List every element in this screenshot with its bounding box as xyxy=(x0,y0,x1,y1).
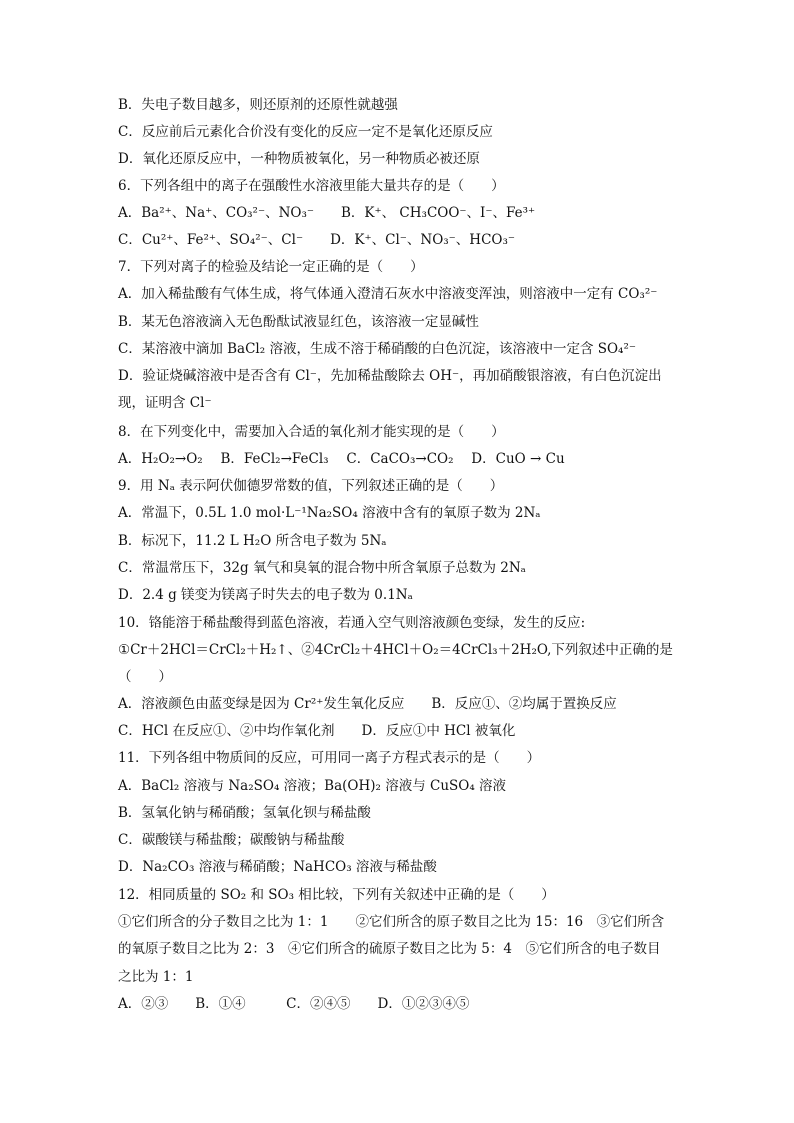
text-line-33: 之比为 1：1 xyxy=(118,969,194,985)
text-line-8: A．加入稀盐酸有气体生成，将气体通入澄清石灰水中溶液变浑浊，则溶液中一定有 CO₃²⁻ xyxy=(118,286,658,302)
text-line-6: C．Cu²⁺、Fe²⁺、SO₄²⁻、Cl⁻ D．K⁺、Cl⁻、NO₃⁻、HCO₃⁻ xyxy=(118,232,516,248)
question-9-stem: 9．用 Nₐ 表示阿伏伽德罗常数的值，下列叙述正确的是（ ） xyxy=(118,478,504,494)
text-line-23: A．溶液颜色由蓝变绿是因为 Cr²⁺发生氧化反应 B．反应①、②均属于置换反应 xyxy=(118,696,617,712)
text-line-19: D．2.4 g 镁变为镁离子时失去的电子数为 0.1Nₐ xyxy=(118,587,413,603)
text-line-16: A．常温下，0.5L 1.0 mol·L⁻¹Na₂SO₄ 溶液中含有的氧原子数为 2Nₐ xyxy=(118,505,541,521)
text-line-12: 现，证明含 Cl⁻ xyxy=(118,395,212,411)
question-7-stem: 7．下列对离子的检验及结论一定正确的是（ ） xyxy=(118,259,424,275)
text-line-3: D．氧化还原反应中，一种物质被氧化，另一种物质必被还原 xyxy=(118,151,480,167)
question-8-stem: 8．在下列变化中，需要加入合适的氧化剂才能实现的是（ ） xyxy=(118,424,505,440)
text-line-34: A．②③ B．①④ C．②④⑤ D．①②③④⑤ xyxy=(118,996,470,1012)
question-10-stem: 10．铬能溶于稀盐酸得到蓝色溶液，若通入空气则溶液颜色变绿，发生的反应: xyxy=(118,615,586,631)
text-line-24: C．HCl 在反应①、②中均作氧化剂 D．反应①中 HCl 被氧化 xyxy=(118,723,516,739)
text-line-5: A．Ba²⁺、Na⁺、CO₃²⁻、NO₃⁻ B．K⁺、 CH₃COO⁻、I⁻、Fe³⁺ xyxy=(118,205,536,221)
text-line-1: B．失电子数目越多，则还原剂的还原性就越强 xyxy=(118,97,398,113)
text-line-10: C．某溶液中滴加 BaCl₂ 溶液，生成不溶于稀硝酸的白色沉淀，该溶液中一定含 SO₄²⁻ xyxy=(118,341,636,357)
question-6-stem: 6．下列各组中的离子在强酸性水溶液里能大量共存的是（ ） xyxy=(118,178,505,194)
text-line-22: （ ） xyxy=(118,669,172,685)
text-line-31: ①它们所含的分子数目之比为 1：1 ②它们所含的原子数目之比为 15：16 ③它们所含 xyxy=(118,914,665,930)
text-line-11: D．验证烧碱溶液中是否含有 Cl⁻，先加稀盐酸除去 OH⁻，再加硝酸银溶液，有白色沉淀出 xyxy=(118,368,662,384)
text-line-18: C．常温常压下，32g 氧气和臭氧的混合物中所含氧原子总数为 2Nₐ xyxy=(118,560,526,576)
text-line-17: B．标况下，11.2 L H₂O 所含电子数为 5Nₐ xyxy=(118,533,387,549)
question-11-stem: 11．下列各组中物质间的反应，可用同一离子方程式表示的是（ ） xyxy=(118,750,541,766)
text-line-29: D．Na₂CO₃ 溶液与稀硝酸；NaHCO₃ 溶液与稀盐酸 xyxy=(118,859,437,875)
text-line-9: B．某无色溶液滴入无色酚酞试液显红色，该溶液一定显碱性 xyxy=(118,314,479,330)
text-line-14: A．H₂O₂→O₂ B．FeCl₂→FeCl₃ C．CaCO₃→CO₂ D．CuO → Cu xyxy=(118,451,565,467)
text-line-21: ①Cr＋2HCl＝CrCl₂＋H₂↑、②4CrCl₂＋4HCl＋O₂＝4CrCl₃＋2H₂O,下列叙述中正确的是 xyxy=(118,642,673,658)
text-line-26: A．BaCl₂ 溶液与 Na₂SO₄ 溶液；Ba(OH)₂ 溶液与 CuSO₄ 溶液 xyxy=(118,778,507,794)
text-line-27: B．氢氧化钠与稀硝酸；氢氧化钡与稀盐酸 xyxy=(118,805,371,821)
text-line-2: C．反应前后元素化合价没有变化的反应一定不是氧化还原反应 xyxy=(118,124,493,140)
question-12-stem: 12．相同质量的 SO₂ 和 SO₃ 相比较，下列有关叙述中正确的是（ ） xyxy=(118,887,555,903)
text-line-28: C．碳酸镁与稀盐酸；碳酸钠与稀盐酸 xyxy=(118,832,345,848)
text-line-32: 的氧原子数目之比为 2：3 ④它们所含的硫原子数目之比为 5：4 ⑤它们所含的电子数目 xyxy=(118,941,661,957)
